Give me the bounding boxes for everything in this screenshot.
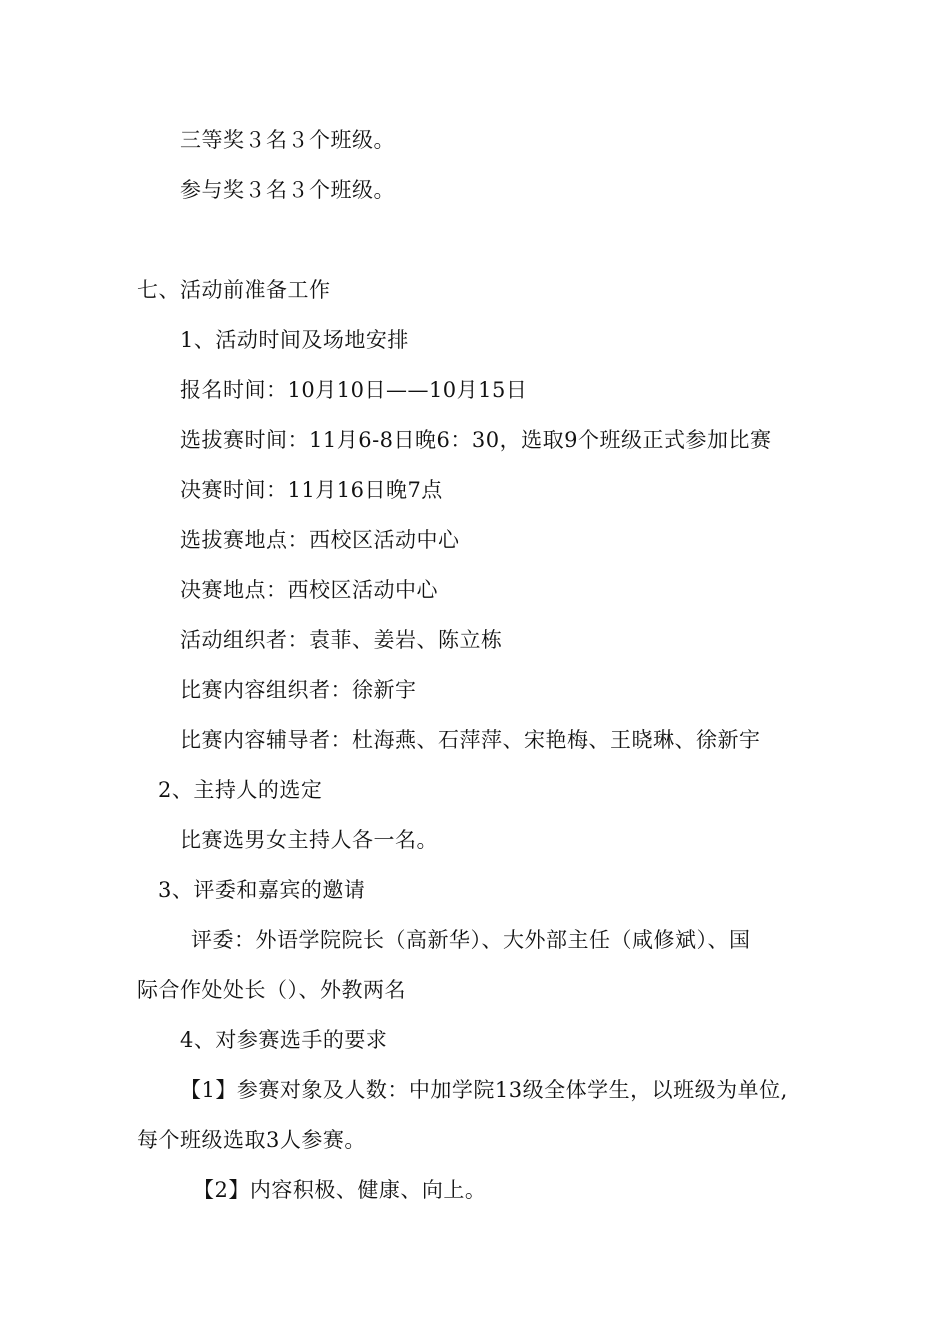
prelim-time: 选拔赛时间：11月6-8日晚6：30，选取9个班级正式参加比赛 (180, 428, 772, 452)
requirement-2: 【2】内容积极、健康、向上。 (193, 1178, 487, 1202)
subheading-judges: 3、评委和嘉宾的邀请 (158, 878, 366, 902)
hosts-text: 比赛选男女主持人各一名。 (180, 828, 438, 852)
content-tutors: 比赛内容辅导者：杜海燕、石萍萍、宋艳梅、王晓琳、徐新宇 (180, 728, 761, 752)
final-venue: 决赛地点：西校区活动中心 (180, 578, 438, 602)
content-organizer: 比赛内容组织者：徐新宇 (180, 678, 417, 702)
registration-time: 报名时间：10月10日——10月15日 (180, 378, 528, 402)
award-participation: 参与奖３名３个班级。 (180, 178, 395, 202)
final-time: 决赛时间：11月16日晚7点 (180, 478, 443, 502)
judges-text-line2: 际合作处处长（）、外教两名 (137, 978, 406, 1002)
requirement-1-line2: 每个班级选取3人参赛。 (137, 1128, 366, 1152)
subheading-time-venue: 1、活动时间及场地安排 (180, 328, 409, 352)
prelim-venue: 选拔赛地点：西校区活动中心 (180, 528, 460, 552)
subheading-requirements: 4、对参赛选手的要求 (180, 1028, 388, 1052)
subheading-hosts: 2、主持人的选定 (158, 778, 323, 802)
section-heading-7: 七、活动前准备工作 (137, 278, 331, 302)
event-organizers: 活动组织者：袁菲、姜岩、陈立栋 (180, 628, 503, 652)
judges-text-line1: 评委：外语学院院长（高新华）、大外部主任（咸修斌）、国 (191, 928, 751, 952)
requirement-1-line1: 【1】参赛对象及人数：中加学院13级全体学生，以班级为单位, (180, 1078, 788, 1102)
award-third: 三等奖３名３个班级。 (180, 128, 395, 152)
